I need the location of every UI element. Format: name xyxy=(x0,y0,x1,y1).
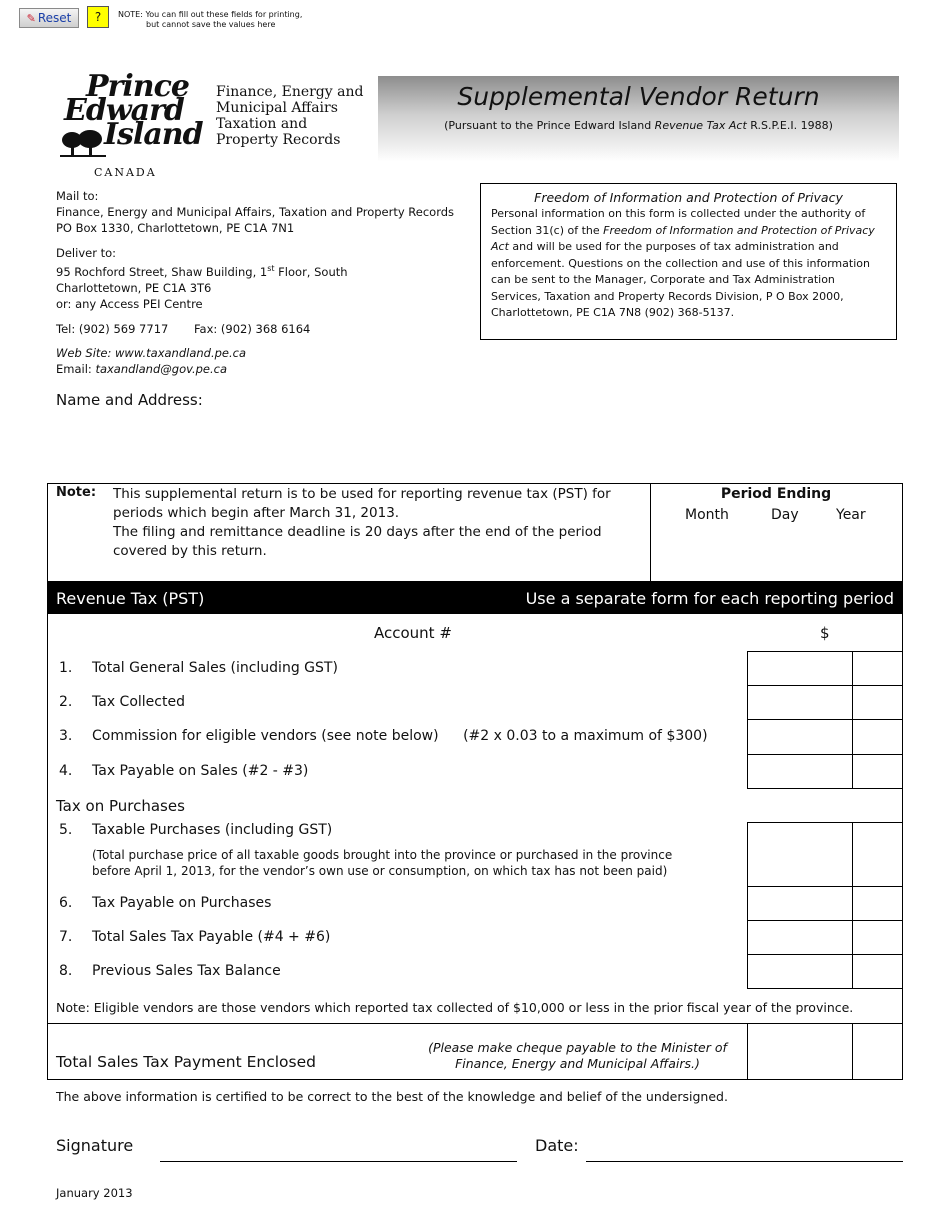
period-year-input[interactable] xyxy=(825,528,885,572)
subtitle-post: R.S.P.E.I. 1988) xyxy=(746,119,833,132)
line-3-label: Commission for eligible vendors (see note below) xyxy=(92,728,439,744)
line-7-label: Total Sales Tax Payable (#4 + #6) xyxy=(92,929,331,945)
eraser-icon: ✎ xyxy=(26,11,36,25)
email-row xyxy=(56,361,466,377)
line-7 xyxy=(59,929,330,945)
line-2-label: Tax Collected xyxy=(92,694,185,710)
line-8-label: Previous Sales Tax Balance xyxy=(92,963,281,979)
line-6-num: 6. xyxy=(59,895,73,911)
line-5-dollars[interactable] xyxy=(747,822,853,887)
subtitle-act: Revenue Tax Act xyxy=(654,119,747,132)
tree-icon xyxy=(60,130,106,160)
contact-block xyxy=(56,188,466,377)
department-line3: Taxation and xyxy=(216,116,308,132)
note-text xyxy=(113,485,643,561)
line-4-dollars[interactable] xyxy=(747,754,853,789)
line-3-cents[interactable] xyxy=(852,719,903,755)
web-label: Web Site: xyxy=(56,345,112,360)
total-dollars[interactable] xyxy=(747,1023,853,1080)
mail-line1: Finance, Energy and Municipal Affairs, Taxation and Property Records xyxy=(56,205,455,219)
deliver-line2: Charlottetown, PE C1A 3T6 xyxy=(56,280,212,295)
footer-date: January 2013 xyxy=(56,1186,133,1200)
line-8-dollars[interactable] xyxy=(747,954,853,989)
department-line2: Municipal Affairs xyxy=(216,100,338,116)
cheque-note: (Please make cheque payable to the Minister of Finance, Energy and Municipal Affairs.) xyxy=(428,1040,727,1071)
total-cents[interactable] xyxy=(852,1023,903,1080)
line-5-extra: (Total purchase price of all taxable goods brought into the province or purchased in the province before April 1, 2013, for the vendor’s own use or consumption, on which tax has not been paid) xyxy=(92,848,673,878)
section-bar xyxy=(47,581,903,614)
fill-note-line2: but cannot save the values here xyxy=(146,20,276,29)
foi-body-act: Freedom of Information and Protection of Privacy Act xyxy=(491,223,875,253)
logo-word-prince: Prince xyxy=(86,69,189,104)
line-4 xyxy=(59,763,308,779)
line-6-label: Tax Payable on Purchases xyxy=(92,895,272,911)
signature-label: Signature xyxy=(56,1136,134,1155)
deliver-line1 xyxy=(56,261,466,280)
fill-note xyxy=(118,10,302,30)
period-month-label: Month xyxy=(685,507,729,523)
note-label: Note: xyxy=(56,485,97,500)
eligible-note: Note: Eligible vendors are those vendors which reported tax collected of $10,000 or less in the prior fiscal year of the province. xyxy=(56,1000,854,1015)
web-row xyxy=(56,345,466,361)
deliver-line3: or: any Access PEI Centre xyxy=(56,296,203,311)
line-1-cents[interactable] xyxy=(852,651,903,686)
page-subtitle xyxy=(378,119,899,132)
date-line[interactable] xyxy=(586,1161,903,1162)
phone-row xyxy=(56,321,466,337)
line-1-num: 1. xyxy=(59,660,73,676)
account-label: Account # xyxy=(374,624,452,642)
logo-country: CANADA xyxy=(94,166,157,179)
line-1-dollars[interactable] xyxy=(747,651,853,686)
fill-note-line1: NOTE: You can fill out these fields for printing, xyxy=(118,10,303,19)
line-8 xyxy=(59,963,281,979)
logo-word-island: Island xyxy=(104,117,203,152)
web-url[interactable]: www.taxandland.pe.ca xyxy=(115,345,247,360)
line-2-cents[interactable] xyxy=(852,685,903,720)
signature-line[interactable] xyxy=(160,1161,517,1162)
line-1-label: Total General Sales (including GST) xyxy=(92,660,338,676)
line-2 xyxy=(59,694,185,710)
line-7-dollars[interactable] xyxy=(747,920,853,955)
line-5-num: 5. xyxy=(59,822,73,838)
foi-body xyxy=(491,206,886,322)
foi-body-1: Personal information on this form is collected under the authority of Section 31(c) of the xyxy=(491,207,866,237)
note-text1: This supplemental return is to be used for reporting revenue tax (PST) for periods which begin after March 31, 2013. xyxy=(113,486,611,521)
line-2-dollars[interactable] xyxy=(747,685,853,720)
line-4-cents[interactable] xyxy=(852,754,903,789)
line-6-cents[interactable] xyxy=(852,886,903,921)
department-line4: Property Records xyxy=(216,132,341,148)
mail-line2: PO Box 1330, Charlottetown, PE C1A 7N1 xyxy=(56,221,295,235)
reset-button[interactable] xyxy=(19,8,79,28)
line-3-num: 3. xyxy=(59,728,73,744)
name-address-label: Name and Address: xyxy=(56,391,203,409)
line-8-num: 8. xyxy=(59,963,73,979)
email-address[interactable]: taxandland@gov.pe.ca xyxy=(95,361,228,376)
period-day-input[interactable] xyxy=(756,528,816,572)
section-bar-left: Revenue Tax (PST) xyxy=(56,589,205,608)
line-7-num: 7. xyxy=(59,929,73,945)
line-3-dollars[interactable] xyxy=(747,719,853,755)
period-month-input[interactable] xyxy=(672,528,742,572)
name-address-field[interactable] xyxy=(56,412,476,478)
period-ending-title: Period Ending xyxy=(720,486,832,502)
line-7-cents[interactable] xyxy=(852,920,903,955)
email-label: Email: xyxy=(56,361,92,376)
department-name xyxy=(216,84,363,148)
line-8-cents[interactable] xyxy=(852,954,903,989)
line-4-num: 4. xyxy=(59,763,73,779)
foi-title: Freedom of Information and Protection of Privacy xyxy=(534,190,843,205)
line-3 xyxy=(59,728,708,744)
mail-to-label: Mail to: xyxy=(56,189,99,203)
note-text2: The filing and remittance deadline is 20 days after the end of the period covered by this return. xyxy=(113,524,602,559)
period-day-label: Day xyxy=(771,507,799,523)
date-label: Date: xyxy=(535,1136,579,1155)
reset-label: Reset xyxy=(37,11,72,25)
line-6-dollars[interactable] xyxy=(747,886,853,921)
pei-logo xyxy=(60,69,203,180)
logo-word-edward: Edward xyxy=(64,93,184,128)
foi-box xyxy=(480,183,897,340)
subtitle-pre: (Pursuant to the Prince Edward Island xyxy=(444,119,655,132)
account-input[interactable] xyxy=(470,620,730,646)
line-5-label: Taxable Purchases (including GST) xyxy=(92,822,333,838)
deliver-line1-post: Floor, South xyxy=(274,264,348,279)
line-5 xyxy=(59,822,332,838)
department-line1: Finance, Energy and xyxy=(216,84,364,100)
deliver-label: Deliver to: xyxy=(56,246,117,260)
section-bar-right: Use a separate form for each reporting period xyxy=(525,589,894,608)
line-1 xyxy=(59,660,338,676)
page-title: Supplemental Vendor Return xyxy=(457,82,820,111)
line-2-num: 2. xyxy=(59,694,73,710)
deliver-line1-pre: 95 Rochford Street, Shaw Building, 1 xyxy=(56,264,268,279)
certify-text: The above information is certified to be correct to the best of the knowledge and belief of the undersigned. xyxy=(56,1089,728,1104)
total-label: Total Sales Tax Payment Enclosed xyxy=(56,1053,316,1071)
foi-body-2: and will be used for the purposes of tax administration and enforcement. Questions on the collection and use of this information can be sent to the Manager, Corporate and Tax Administration Services, Taxation and Property Records Division, P O Box 2000, Charlottetown, PE C1A 7N8 (902) 368-5137. xyxy=(491,240,870,319)
line-3-extra: (#2 x 0.03 to a maximum of $300) xyxy=(463,728,708,744)
deliver-line1-sup: st xyxy=(267,264,275,273)
help-button[interactable]: ? xyxy=(87,6,109,28)
purchases-heading: Tax on Purchases xyxy=(56,797,185,815)
period-year-label: Year xyxy=(836,507,866,523)
tel: Tel: (902) 569 7717 xyxy=(56,321,169,336)
line-5-cents[interactable] xyxy=(852,822,903,887)
dollar-label: $ xyxy=(820,624,830,642)
fax: Fax: (902) 368 6164 xyxy=(193,321,311,336)
line-4-label: Tax Payable on Sales (#2 - #3) xyxy=(92,763,309,779)
line-6 xyxy=(59,895,271,911)
